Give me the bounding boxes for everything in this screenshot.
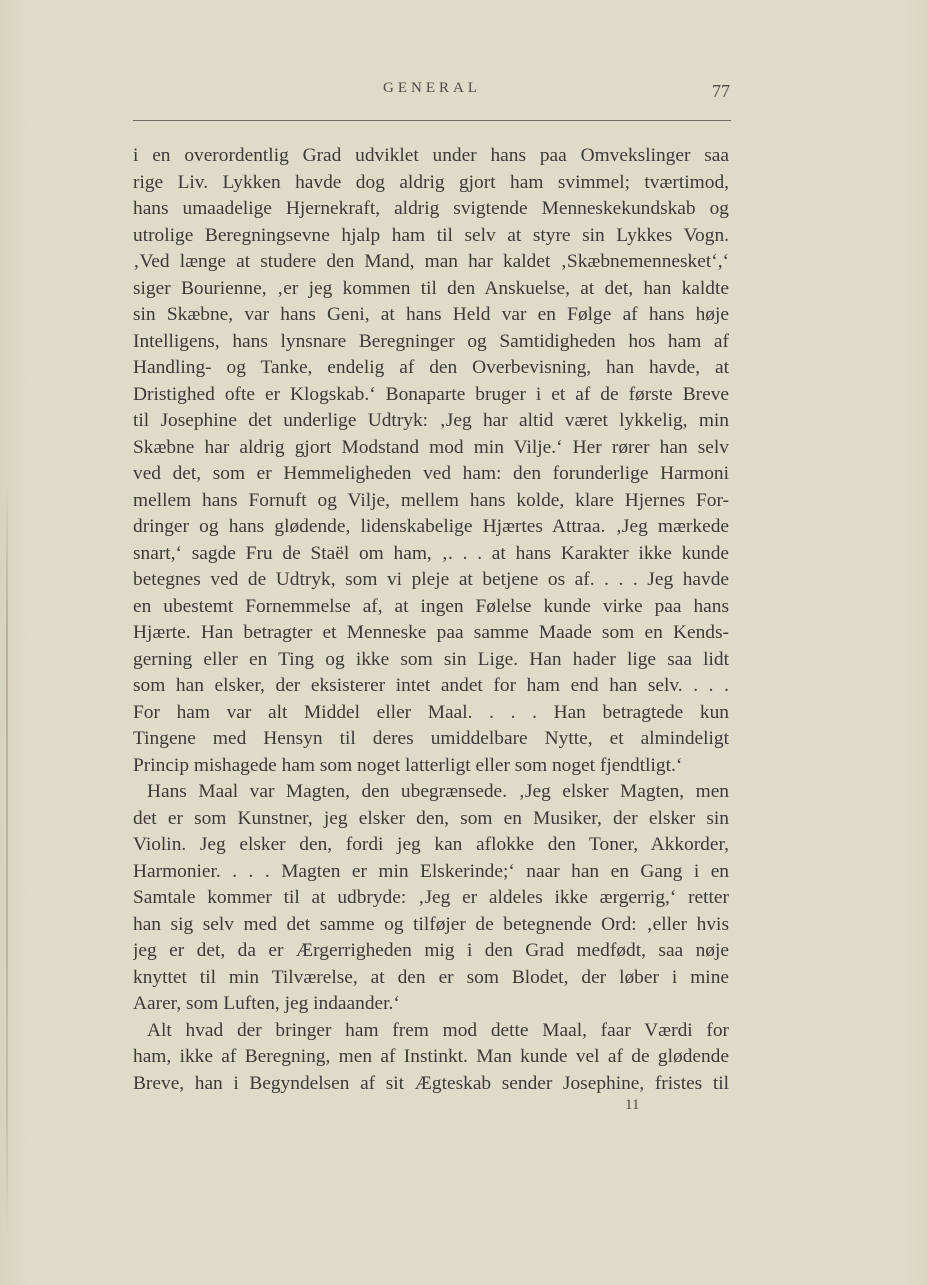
text-line: Breve, han i Begyndelsen af sit Ægteskab sender Josephine, fristes til: [133, 1072, 729, 1094]
text-line: Harmonier. . . . Magten er min Elskerinde;‘ naar han en Gang i en: [133, 860, 729, 882]
text-line: knyttet til min Tilværelse, at den er som Blodet, der løber i mine: [133, 966, 729, 988]
text-line: snart,‘ sagde Fru de Staël om ham, ‚. . . at hans Karakter ikke kunde: [133, 542, 729, 564]
text-line: det er som Kunstner, jeg elsker den, som en Musiker, der elsker sin: [133, 807, 729, 829]
text-line: jeg er det, da er Ærgerrigheden mig i den Grad medfødt, saa nøje: [133, 940, 729, 961]
text-line: Handling- og Tanke, endelig af den Overbevisning, han havde, at: [133, 357, 729, 378]
sheet-signature: 11: [625, 1097, 640, 1113]
text-line: hans umaadelige Hjernekraft, aldrig svigtende Menneskekundskab og: [133, 198, 729, 219]
text-line: sin Skæbne, var hans Geni, at hans Held var en Følge af hans høje: [133, 304, 729, 325]
text-line: Princip mishagede ham som noget latterligt eller som noget fjendtligt.‘: [133, 754, 683, 776]
text-line: Hans Maal var Magten, den ubegrænsede. ‚Jeg elsker Magten, men: [147, 781, 729, 802]
text-line: i en overordentlig Grad udviklet under hans paa Omvekslinger saa: [133, 145, 729, 166]
text-line: Alt hvad der bringer ham frem mod dette Maal, faar Værdi for: [147, 1019, 729, 1041]
page-number: 77: [712, 81, 730, 101]
text-line: dringer og hans glødende, lidenskabelige Hjærtes Attraa. ‚Jeg mærkede: [133, 516, 729, 537]
text-line: mellem hans Fornuft og Vilje, mellem hans kolde, klare Hjernes For-: [133, 489, 729, 511]
text-line: ved det, som er Hemmeligheden ved ham: den forunderlige Harmoni: [133, 463, 729, 484]
text-line: rige Liv. Lykken havde dog aldrig gjort ham svimmel; tværtimod,: [133, 171, 729, 193]
text-line: Dristighed ofte er Klogskab.‘ Bonaparte bruger i et af de første Breve: [133, 383, 729, 405]
text-line: For ham var alt Middel eller Maal. . . . Han betragtede kun: [133, 701, 729, 723]
text-line: Violin. Jeg elsker den, fordi jeg kan aflokke den Toner, Akkorder,: [133, 834, 729, 855]
text-line: Aarer, som Luften, jeg indaander.‘: [133, 993, 400, 1014]
text-line: gerning eller en Ting og ikke som sin Lige. Han hader lige saa lidt: [133, 648, 729, 670]
text-line: en ubestemt Fornemmelse af, at ingen Følelse kunde virke paa hans: [133, 595, 729, 617]
text-line: ham, ikke af Beregning, men af Instinkt. Man kunde vel af de glødende: [133, 1046, 729, 1067]
text-line: han sig selv med det samme og tilføjer de betegnende Ord: ‚eller hvis: [133, 913, 729, 935]
text-line: utrolige Beregningsevne hjalp ham til selv at styre sin Lykkes Vogn.: [133, 224, 729, 246]
text-line: til Josephine det underlige Udtryk: ‚Jeg har altid været lykkelig, min: [133, 410, 729, 431]
page-edge-shadow: [6, 480, 8, 1240]
text-line: betegnes ved de Udtryk, som vi pleje at betjene os af. . . . Jeg havde: [133, 569, 729, 590]
text-line: Samtale kommer til at udbryde: ‚Jeg er aldeles ikke ærgerrig,‘ retter: [133, 887, 729, 908]
text-line: siger Bourienne, ‚er jeg kommen til den Anskuelse, at det, han kaldte: [133, 277, 729, 299]
body-text: [133, 143, 729, 1097]
text-line: Intelligens, hans lynsnare Beregninger og Samtidigheden hos ham af: [133, 330, 729, 352]
running-head: GENERAL: [383, 80, 481, 96]
text-line: ‚Ved længe at studere den Mand, man har kaldet ‚Skæbnemennesket‘,‘: [133, 251, 729, 272]
text-line: som han elsker, der eksisterer intet andet for ham end han selv. . . .: [133, 675, 729, 696]
header-rule: [133, 120, 731, 121]
text-line: Skæbne har aldrig gjort Modstand mod min Vilje.‘ Her rører han selv: [133, 436, 729, 458]
text-line: Tingene med Hensyn til deres umiddelbare Nytte, et almindeligt: [133, 728, 729, 749]
text-line: Hjærte. Han betragter et Menneske paa samme Maade som en Kends-: [133, 622, 729, 643]
